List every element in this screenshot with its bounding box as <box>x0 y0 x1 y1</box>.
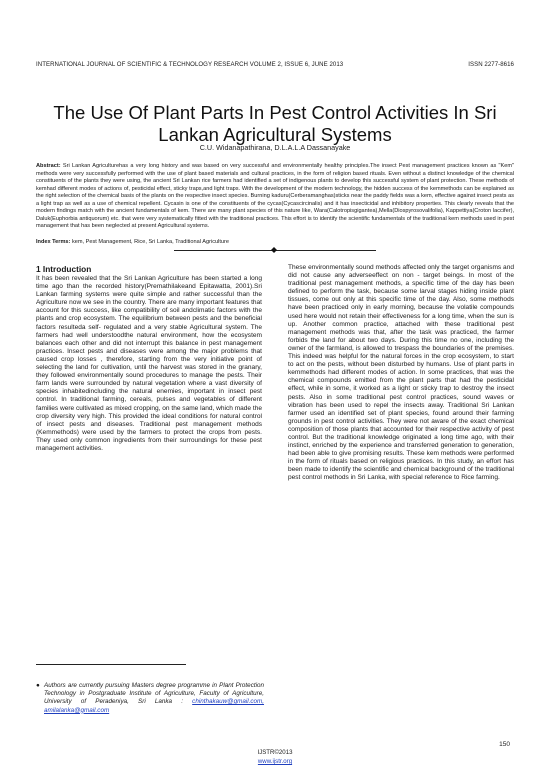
right-column <box>288 264 514 483</box>
index-terms-label: Index Terms: <box>36 239 71 245</box>
introduction-paragraph-left: It has been revealed that the Sri Lankan Agriculture has been started a long time ago than the recorded history(Premathilakeand Epitawatta, 2001).Sri Lankan farming systems were quite simple and rather successful than the Agriculture now we see in the country. There are many important features that account for this success, like compatibility of soil andclimatic factors with the plants and crop ecosystem. The equilibrium between pests and the beneficial factors resulteda self- regulated and a very stable Agricultural system. The farmers had well understoodthe natural environment, how the ecosystem balances each other and did not interrupt this balance in pest management practices. Insect pests and diseases were among the major problems that caused crop losses , therefore, starting from the very initiative point of selecting the land for cultivation, until the harvest was stored in the granary, they followed environmentally sound procedures to manage the pests. Their farm lands were surrounded by natural vegetation where a vast diversity of species inhabitedincluding the natural enemies, important in insect pest control. In traditional farming, cereals, pulses and vegetables of different families were cultivated as mixed cropping, on the same land, which made the crop diversity very high. This provided the ideal conditions for natural control of insect pests and diseases. Traditional pest management methods (Kemmethods) were used by the farmers to protect the crops from pests. They used only common ingredients from their surroundings for these pest management activities. <box>36 275 262 452</box>
left-column <box>36 264 262 453</box>
journal-header: INTERNATIONAL JOURNAL OF SCIENTIFIC & TECHNOLOGY RESEARCH VOLUME 2, ISSUE 6, JUNE 2013 <box>36 61 344 68</box>
divider-diamond-icon <box>271 247 277 253</box>
paper-title: The Use Of Plant Parts In Pest Control Activities In Sri Lankan Agricultural Systems <box>53 102 497 146</box>
introduction-paragraph-right: These environmentally sound methods affected only the target organisms and did not cause any adverseeffect on non - target beings. In most of the traditional pest management methods, a specific time of the day has been defined to perform the task, because some larval stages hiding inside plant tissues, come out only at this specific time of the day. Also, some methods have been practiced only in early morning, because the volatile compounds used here would not retain their effectiveness for a long time, when the sun is up. Another common practice, attached with these traditional pest management methods was that, after the task was practiced, the farmer forbids the land for about two days. During this time no one, including the owner of the farmland, is allowed to trespass the boundaries of the premises. This indeed was helpful for the natural forces in the crop ecosystem, to start to act on the pests, without been disturbed by humans. Use of plant parts in kemmethods had different modes of action. In some practices, that was the chemical compounds emitted from the plant parts that had the pesticidal effect, while in some, it worked as a light or sticky trap to destroy the insect pests. Also in some traditional pest control practices, sound waves or vibration has been used to repel the insects away. Traditional Sri Lankan farmer used an identified set of plant species, found around their farming grounds in pest control activities. They were not aware of the exact chemical composition of those plants that accounted for their respective activity of pest control. But the traditional knowledge originated a long time ago, with their instinct, enriched by the experience and transferred generation to generation, had been able to give promising results. These kem methods were performed in the form of rituals based on religious practices. In this study, an effort has been made to identify the scientific and chemical background of the traditional pest control methods in Sri Lanka, with special reference to Rice farming. <box>288 264 514 482</box>
abstract-text: Sri Lankan Agriculturehas a very long history and was based on very successful and environmentally healthy principles.The insect Pest management practices known as "Kem" methods were very successfully performed with the use of plant based materials and cultural practices, in the form of religion based rituals. Even without a distinct knowledge of the chemical constituents of the plants they were using, the ancient Sri Lankan rice farmers had identified a set of indigenous plants to develop this successful system of plant protection. These methods of kemhad different modes of actions of, pesticidal effect, sticky traps,and light traps. With the development of the modern technology, the hidden success of the kemmethods can be explained as the right selection of the chemical basis of the plants on the respective insect species. Burning kaduru(Cerberamanghas)sticks near the paddy fields was a kem, effective against insect pests as a light trap as well as a use of chemical repellent. Cycasin is one of the constituents of the cycas(Cycascircinalis) and it has insecticidal and inhibitory properties. This clearly reveals that the modern findings match with the ancient fundamentals of kem. There are many plant species of this nature like, Wara(Calotropisgigantea),Mella(Diospyrosovalifolia), Kappettiya(Croton laccifer), Daluk(Euphorbia antiquorum) etc. that were very systematically fitted with the traditional practices. This effort is to identify the scientific fundamentals of the traditional kem methods used in pest management that has been neglected at present Agricultural systems. <box>36 163 514 230</box>
author-footnote <box>36 682 264 715</box>
page-number: 150 <box>499 741 510 748</box>
journal-copyright: IJSTR©2013 <box>257 749 293 756</box>
abstract <box>36 163 514 231</box>
issn-label: ISSN 2277-8616 <box>468 61 514 68</box>
index-terms-text: kem, Pest Management, Rice, Sri Lanka, Traditional Agriculture <box>71 239 229 245</box>
author-emails-link[interactable]: chinthakauw@gmail.com, amilalanka@gmail.com <box>44 698 265 714</box>
index-terms <box>36 239 514 245</box>
journal-website-link[interactable]: www.ijstr.org <box>257 758 293 765</box>
footnote-text: Authors are currently pursuing Masters degree programme in Plant Protection Technology in Postgraduate Institute of Agriculture, Faculty of Agriculture, University of Peradeniya, Sri Lanka : <box>44 682 264 706</box>
abstract-label: Abstract: <box>36 163 61 169</box>
footnote-rule <box>36 664 186 665</box>
section-heading-introduction: 1 Introduction <box>36 264 92 274</box>
bullet-icon: ● <box>36 682 40 689</box>
author-list: C.U. Widanapathirana, D.L.A.L.A Dassanayake <box>199 143 351 152</box>
